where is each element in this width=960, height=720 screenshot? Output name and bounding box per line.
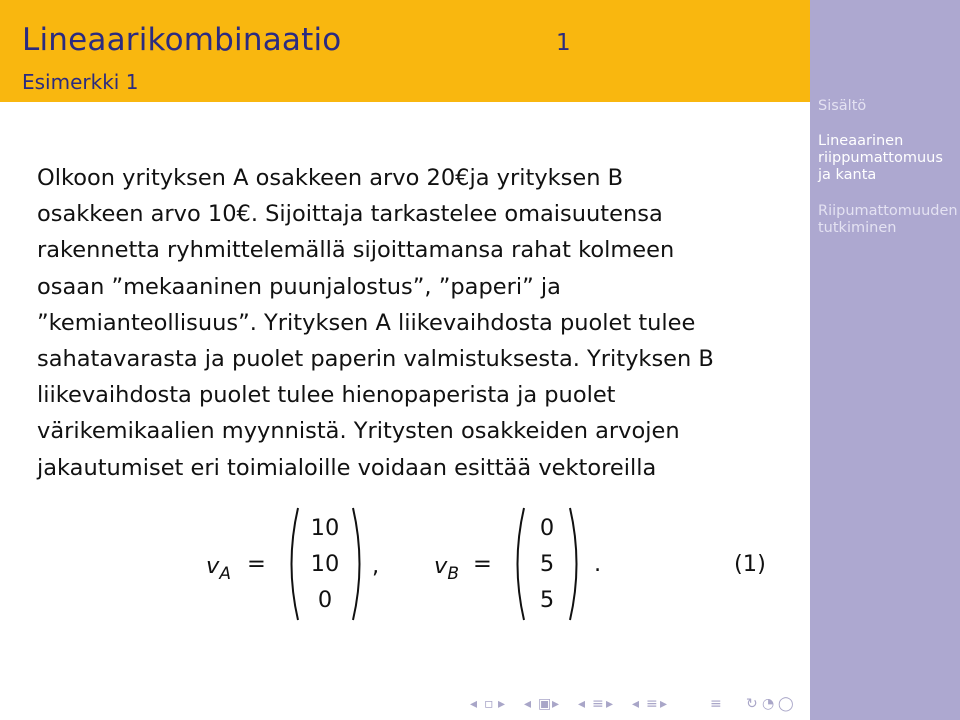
comma: , — [372, 553, 380, 579]
vector-b-component: 5 — [539, 551, 555, 577]
vector-b-subscript: B — [447, 564, 459, 584]
nav-next-doc-icon[interactable]: ▸ — [660, 696, 668, 712]
vector-a-component: 0 — [317, 587, 333, 613]
right-paren-b — [567, 506, 585, 622]
nav-subsection-icon[interactable]: ▣ — [538, 696, 552, 712]
sidebar-item-label-line: ja kanta — [818, 167, 877, 183]
nav-doc-icon[interactable]: ≡ — [646, 696, 658, 712]
vector-a-component: 10 — [310, 551, 340, 577]
vector-b-component: 5 — [539, 587, 555, 613]
sidebar-item-label-line: Lineaarinen — [818, 133, 904, 149]
vector-b-symbol — [434, 553, 459, 584]
equals-sign: = — [247, 551, 266, 577]
equals-sign: = — [473, 551, 492, 577]
sidebar — [810, 0, 960, 720]
nav-frame-icon[interactable]: ▫ — [484, 696, 494, 712]
vector-b-component: 0 — [539, 515, 555, 541]
vector-letter: v — [206, 553, 220, 579]
navigation-bar — [470, 696, 800, 716]
sidebar-item-label-line: riippumattomuus — [818, 150, 943, 166]
nav-prev-subsection-icon[interactable]: ◂ — [524, 696, 532, 712]
body-line: Olkoon yrityksen A osakkeen arvo 20€ja yrityksen B — [37, 165, 624, 191]
sidebar-item-lineaarinen-riippumattomuus[interactable] — [818, 133, 943, 184]
period: . — [594, 551, 602, 577]
body-line: liikevaihdosta puolet tulee hienopaperista ja puolet — [37, 382, 616, 409]
frame-header — [0, 0, 810, 102]
body-line: sahatavarasta ja puolet paperin valmistuksesta. Yrityksen B — [37, 346, 714, 373]
nav-prev-section-icon[interactable]: ◂ — [578, 696, 586, 712]
body-line: osaan ”mekaaninen puunjalostus”, ”paperi” ja — [37, 273, 561, 300]
body-line: osakkeen arvo 10€. Sijoittaja tarkastelee omaisuutensa — [37, 201, 663, 228]
nav-prev-doc-icon[interactable]: ◂ — [632, 696, 640, 712]
nav-appendix-icon[interactable]: ≡ — [710, 696, 722, 712]
nav-back-icon[interactable]: ↻ — [746, 696, 758, 712]
vector-a-component: 10 — [310, 515, 340, 541]
nav-next-subsection-icon[interactable]: ▸ — [552, 696, 560, 712]
body-line: ”kemianteollisuus”. Yrityksen A liikevaihdosta puolet tulee — [37, 309, 696, 336]
nav-next-frame-icon[interactable]: ▸ — [498, 696, 506, 712]
nav-next-section-icon[interactable]: ▸ — [606, 696, 614, 712]
body-line: jakautumiset eri toimialoille voidaan esittää vektoreilla — [37, 454, 657, 481]
frame-number: 1 — [556, 30, 571, 56]
left-paren-b — [509, 506, 527, 622]
frame-subtitle: Esimerkki 1 — [22, 70, 139, 94]
body-paragraph — [37, 160, 777, 486]
nav-prev-frame-icon[interactable]: ◂ — [470, 696, 478, 712]
sidebar-item-label-line: tutkiminen — [818, 220, 897, 236]
right-paren-a — [350, 506, 368, 622]
nav-forward-icon[interactable]: ◯ — [778, 696, 794, 712]
vector-a-symbol — [206, 553, 231, 584]
frame-title: Lineaarikombinaatio — [22, 22, 342, 58]
body-line: värikemikaalien myynnistä. Yritysten osakkeiden arvojen — [37, 418, 680, 445]
vector-letter: v — [434, 553, 448, 579]
sidebar-item-label: Sisältö — [818, 98, 867, 114]
display-equation — [0, 500, 810, 630]
sidebar-item-sisalto[interactable] — [818, 98, 866, 115]
equation-number: (1) — [734, 551, 766, 577]
nav-search-icon[interactable]: ◔ — [762, 696, 775, 712]
sidebar-item-label-line: Riipumattomuuden — [818, 203, 958, 219]
vector-a-subscript: A — [219, 564, 231, 584]
body-line: rakennetta ryhmittelemällä sijoittamansa rahat kolmeen — [37, 237, 675, 264]
nav-section-icon[interactable]: ≡ — [592, 696, 604, 712]
left-paren-a — [283, 506, 301, 622]
sidebar-item-riipumattomuuden-tutkiminen[interactable] — [818, 203, 958, 237]
